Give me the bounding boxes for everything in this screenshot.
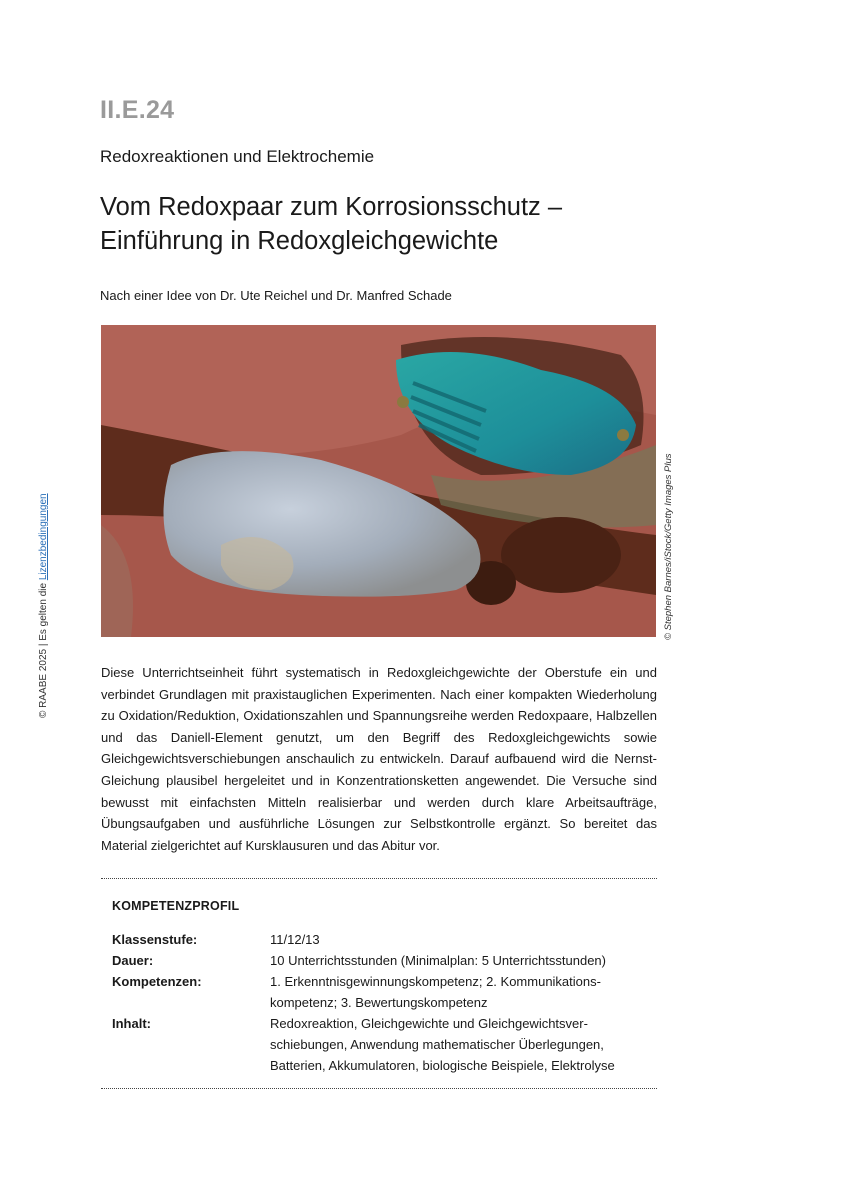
kp-row-dauer: [112, 950, 642, 971]
kompetenzprofil-table: [112, 929, 642, 1076]
kompetenzprofil-title: KOMPETENZPROFIL: [112, 899, 240, 913]
subject-heading: Redoxreaktionen und Elektrochemie: [100, 147, 375, 166]
kp-label: Dauer:: [112, 953, 154, 968]
title-line-1: Vom Redoxpaar zum Korrosionsschutz –: [100, 193, 563, 221]
kp-row-kompetenzen: [112, 971, 642, 1013]
copyright-text: © RAABE 2025 | Es gelten die: [38, 580, 49, 718]
kp-value: 10 Unterrichtsstunden (Minimalplan: 5 Unterrichtsstunden): [270, 953, 606, 968]
kp-value: 1. Erkenntnisgewinnungskompetenz; 2. Kommunikations-kompetenz; 3. Bewertungskompetenz: [270, 974, 601, 1010]
kp-value: 11/12/13: [270, 932, 320, 947]
divider-top: [101, 878, 657, 879]
page-title: [100, 190, 660, 258]
license-link[interactable]: Lizenzbedingungen: [38, 493, 49, 581]
kp-row-inhalt: [112, 1013, 642, 1076]
photo-illustration: [101, 325, 656, 637]
kp-label: Inhalt:: [112, 1016, 151, 1031]
kp-label: Kompetenzen:: [112, 974, 202, 989]
kp-value: Redoxreaktion, Gleichgewichte und Gleichgewichtsver-schiebungen, Anwendung mathematischer Überlegungen, Batterien, Akkumulatoren, biologische Beispiele, Elektrolyse: [270, 1016, 615, 1073]
cover-photo: [101, 325, 656, 637]
photo-credit: © Stephen Barnes/iStock/Getty Images Plus: [663, 453, 674, 640]
license-sidebar: [38, 493, 49, 718]
title-line-2: Einführung in Redoxgleichgewichte: [100, 227, 499, 255]
document-code: II.E.24: [100, 96, 175, 124]
kp-label: Klassenstufe:: [112, 932, 198, 947]
kp-row-klassenstufe: [112, 929, 642, 950]
intro-paragraph: Diese Unterrichtseinheit führt systematisch in Redoxgleichgewichte der Oberstufe ein und verbindet Grundlagen mit praxistauglichen Experimenten. Nach einer kompakten Wiederholung zu Oxidation/Reduktion, Oxidationszahlen und Spannungsreihe werden Redoxpaare, Halbzellen und das Daniell-Element genutzt, um den Begriff des Redoxgleichgewichts sowie Gleichgewichtsverschiebungen anschaulich zu entwickeln. Darauf aufbauend wird die Nernst-Gleichung plausibel hergeleitet und in Konzentrationsketten angewendet. Die Versuche sind bewusst mit einfachsten Mitteln realisierbar und werden durch klare Arbeitsaufträge, Übungsaufgaben und ausführliche Lösungen zur Selbstkontrolle ergänzt. So bereitet das Material zielgerichtet auf Kursklausuren und das Abitur vor.: [101, 665, 657, 853]
divider-bottom: [101, 1088, 657, 1089]
author-line: Nach einer Idee von Dr. Ute Reichel und Dr. Manfred Schade: [100, 288, 452, 303]
